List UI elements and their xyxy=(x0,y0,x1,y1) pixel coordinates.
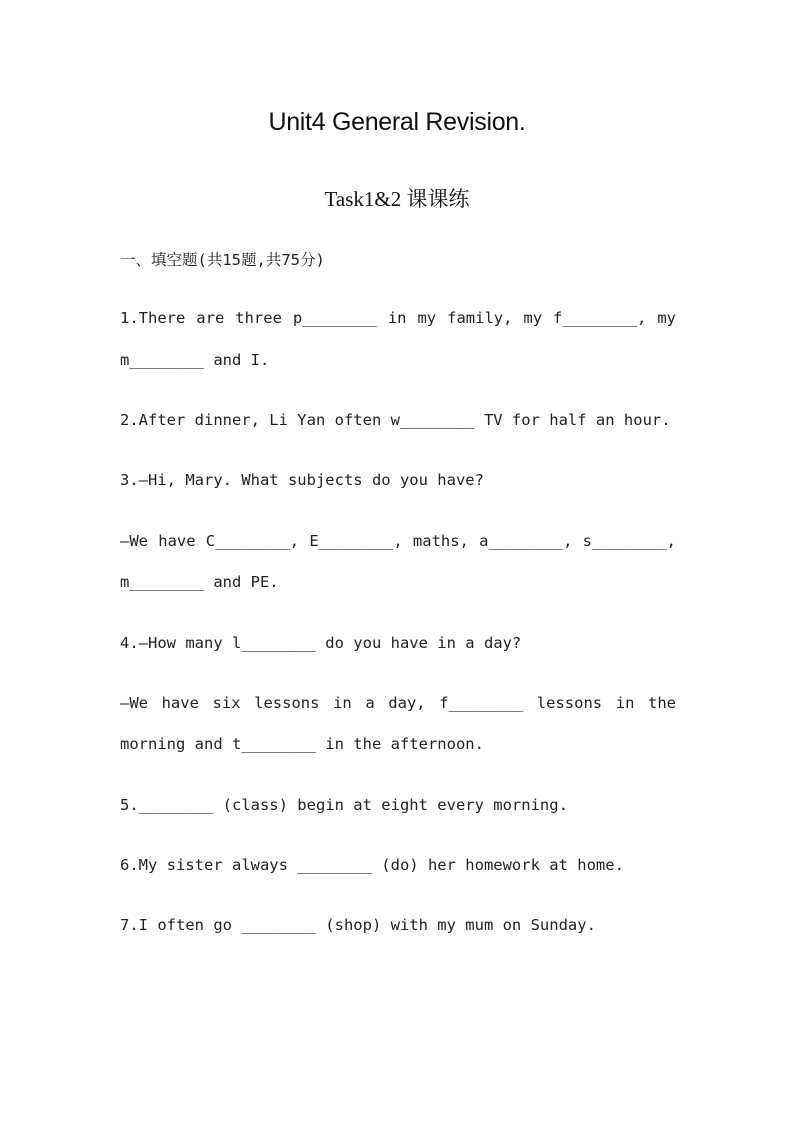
section-heading: 一、填空题(共15题,共75分) xyxy=(120,251,325,269)
page-subtitle: Task1&2 课课练 xyxy=(324,187,470,211)
question-1-line-1: 1.There are three p________ in my family, my f________, my xyxy=(120,309,676,327)
question-3-answer-line-1: —We have C________, E________, maths, a________, s________, xyxy=(120,532,676,550)
question-2-line-1: 2.After dinner, Li Yan often w________ TV for half an hour. xyxy=(120,411,671,429)
question-3-answer-line-2: m________ and PE. xyxy=(120,573,279,591)
question-7-line-1: 7.I often go ________ (shop) with my mum on Sunday. xyxy=(120,916,596,934)
page-title: Unit4 General Revision. xyxy=(268,108,526,136)
question-5-line-1: 5.________ (class) begin at eight every morning. xyxy=(120,796,568,814)
question-4-line-1: 4.—How many l________ do you have in a day? xyxy=(120,634,522,652)
question-4-answer-line-1: —We have six lessons in a day, f________ lessons in the xyxy=(120,694,676,712)
question-4-answer-line-2: morning and t________ in the afternoon. xyxy=(120,735,484,753)
question-6-line-1: 6.My sister always ________ (do) her homework at home. xyxy=(120,856,624,874)
question-1-line-2: m________ and I. xyxy=(120,351,270,369)
question-3-line-1: 3.—Hi, Mary. What subjects do you have? xyxy=(120,471,484,489)
